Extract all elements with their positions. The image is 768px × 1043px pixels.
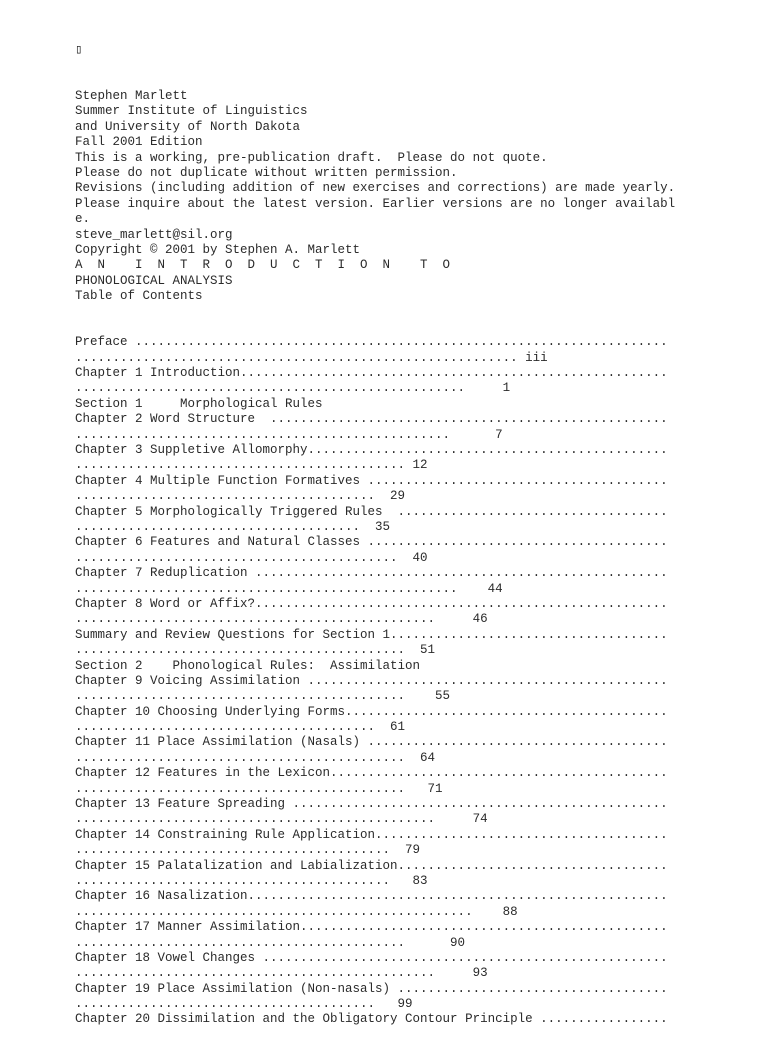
toc-line: Chapter 3 Suppletive Allomorphy................................................ — [75, 443, 668, 458]
toc-line: Chapter 7 Reduplication ....................................................... — [75, 566, 668, 581]
toc-line: Chapter 20 Dissimilation and the Obligatory Contour Principle ................. — [75, 1012, 668, 1027]
header-line: steve_marlett@sil.org — [75, 227, 233, 242]
header-line: Copyright © 2001 by Stephen A. Marlett — [75, 242, 361, 257]
toc-line: Chapter 15 Palatalization and Labialization.................................... — [75, 858, 668, 873]
toc-line: .......................................... 79 — [75, 843, 421, 858]
table-of-contents — [75, 335, 675, 1028]
title-block — [75, 89, 675, 304]
toc-line: ........................................ 99 — [75, 997, 413, 1012]
toc-line: ................................................... 44 — [75, 581, 503, 596]
toc-line: Chapter 12 Features in the Lexicon............................................. — [75, 766, 668, 781]
toc-line: ........................................ 61 — [75, 720, 406, 735]
toc-line: ............................................ 71 — [75, 781, 443, 796]
header-line: A N I N T R O D U C T I O N T O — [75, 258, 451, 273]
toc-line: Chapter 19 Place Assimilation (Non-nasals) .................................... — [75, 981, 668, 996]
toc-line: ............................................ 64 — [75, 750, 436, 765]
header-line: Please do not duplicate without written permission. — [75, 165, 458, 180]
toc-line: ............................................ 55 — [75, 689, 451, 704]
toc-line: .......................................... 83 — [75, 873, 428, 888]
toc-line: ........................................... 40 — [75, 550, 428, 565]
header-line: e. — [75, 212, 91, 227]
header-line: Summer Institute of Linguistics — [75, 104, 308, 119]
header-line: Stephen Marlett — [75, 89, 188, 104]
toc-line: ............................................ 12 — [75, 458, 428, 473]
toc-line: ..................................................... 88 — [75, 904, 518, 919]
toc-line: ........................................................... iii — [75, 350, 548, 365]
toc-line: Summary and Review Questions for Section 1..................................... — [75, 627, 668, 642]
toc-line: ................................................ 93 — [75, 966, 488, 981]
header-line: PHONOLOGICAL ANALYSIS — [75, 273, 233, 288]
document-page — [75, 12, 675, 1043]
toc-line: Chapter 13 Feature Spreading .................................................. — [75, 797, 668, 812]
toc-line: Chapter 2 Word Structure ..................................................... — [75, 412, 668, 427]
toc-line: Preface ....................................................................... — [75, 335, 668, 350]
toc-line: Chapter 17 Manner Assimilation................................................. — [75, 920, 668, 935]
toc-line: Chapter 8 Word or Affix?....................................................... — [75, 596, 668, 611]
toc-line: ............................................ 90 — [75, 935, 466, 950]
header-line: Revisions (including addition of new exercises and corrections) are made yearly. — [75, 181, 675, 196]
toc-line: Chapter 5 Morphologically Triggered Rules .................................... — [75, 504, 668, 519]
toc-line: Chapter 10 Choosing Underlying Forms........................................... — [75, 704, 668, 719]
toc-line: ................................................ 46 — [75, 612, 488, 627]
toc-line: Chapter 4 Multiple Function Formatives ........................................ — [75, 473, 668, 488]
header-line: Please inquire about the latest version. Earlier versions are no longer availabl — [75, 196, 675, 211]
toc-line: ........................................ 29 — [75, 489, 406, 504]
toc-line: ...................................... 35 — [75, 519, 391, 534]
header-line: This is a working, pre-publication draft. Please do not quote. — [75, 150, 548, 165]
header-line: and University of North Dakota — [75, 119, 301, 134]
toc-line: Chapter 6 Features and Natural Classes ........................................ — [75, 535, 668, 550]
toc-line: Chapter 9 Voicing Assimilation ................................................ — [75, 673, 668, 688]
toc-line: Chapter 1 Introduction......................................................... — [75, 366, 668, 381]
header-line: Table of Contents — [75, 289, 203, 304]
toc-line: Section 1 Morphological Rules — [75, 396, 323, 411]
toc-line: ............................................ 51 — [75, 643, 436, 658]
header-line: Fall 2001 Edition — [75, 135, 203, 150]
toc-line: ................................................ 74 — [75, 812, 488, 827]
toc-line: Chapter 14 Constraining Rule Application....................................... — [75, 827, 668, 842]
toc-line: Section 2 Phonological Rules: Assimilation — [75, 658, 421, 673]
missing-glyph-icon: ▯ — [75, 42, 83, 57]
toc-line: .................................................. 7 — [75, 427, 503, 442]
toc-line: Chapter 16 Nasalization........................................................ — [75, 889, 668, 904]
toc-line: Chapter 18 Vowel Changes ...................................................... — [75, 950, 668, 965]
toc-line: .................................................... 1 — [75, 381, 511, 396]
toc-line: Chapter 11 Place Assimilation (Nasals) ........................................ — [75, 735, 668, 750]
placeholder-glyph-line — [75, 43, 675, 58]
